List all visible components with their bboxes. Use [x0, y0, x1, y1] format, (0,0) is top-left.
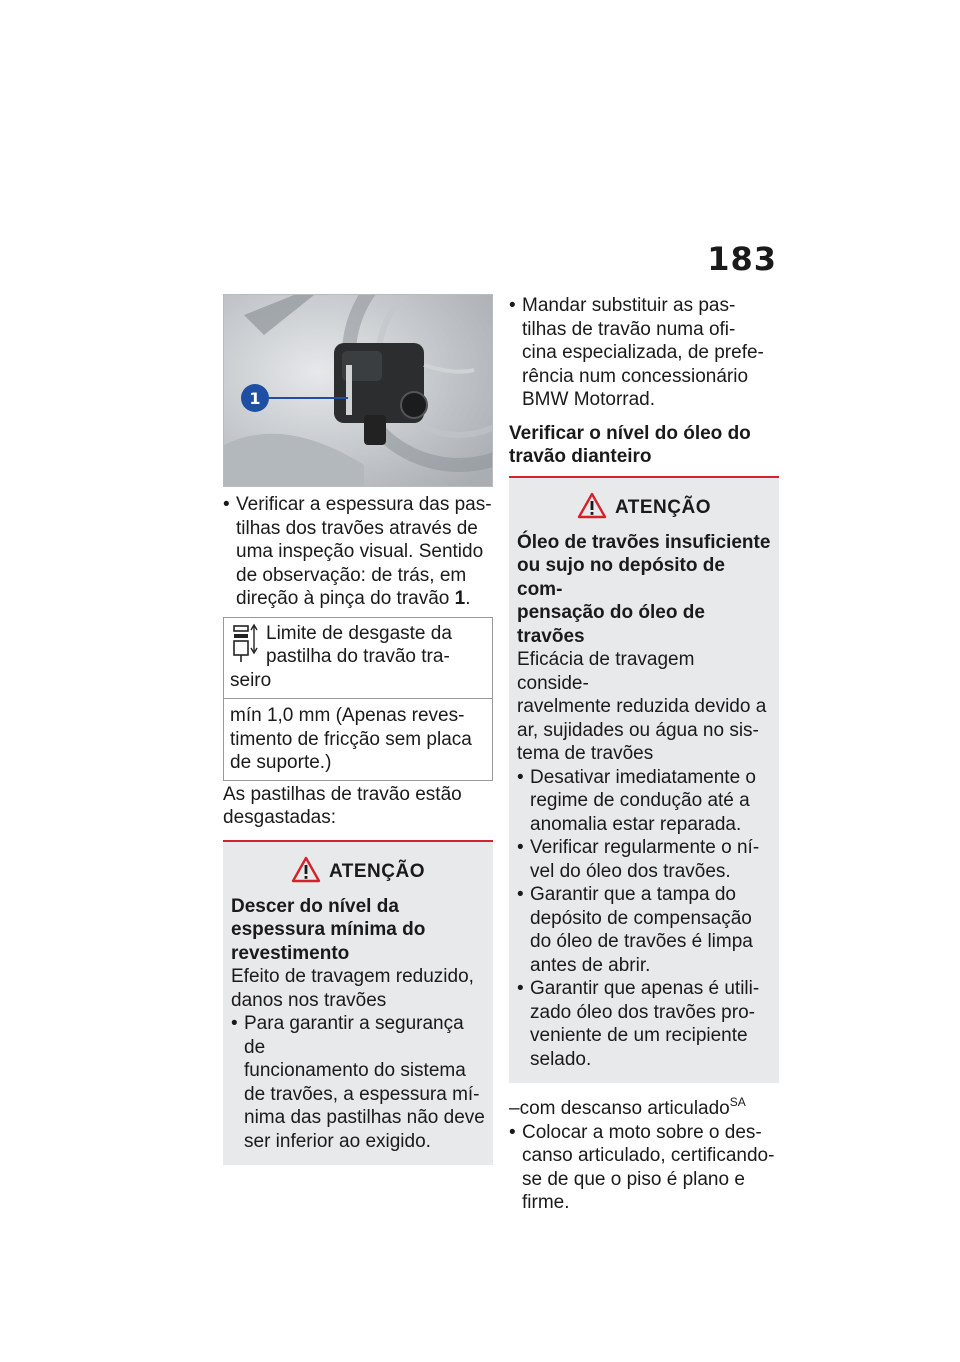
text-line: rência num concessionário	[522, 365, 749, 387]
text-line: de suporte.)	[230, 752, 332, 773]
condition-line	[509, 1091, 779, 1121]
wear-limit-title-line: Limite de desgaste da	[266, 622, 452, 644]
text-line: canso articulado, certificando-	[522, 1145, 775, 1166]
text-line: selado.	[530, 1048, 592, 1070]
text-line: de observação: de trás, em	[236, 564, 467, 586]
text-line: timento de fricção sem placa	[230, 728, 472, 750]
text-line: ar, sujidades ou água no sis-	[517, 719, 759, 741]
thickness-gauge-icon	[230, 622, 260, 666]
warning-box-brake-fluid	[509, 476, 779, 1084]
text-line: tema de travões	[517, 743, 654, 764]
text-line: funcionamento do sistema	[244, 1060, 466, 1081]
wear-limit-header	[224, 618, 492, 699]
text-line: uma inspeção visual. Sentido	[236, 541, 484, 562]
wear-limit-box	[223, 617, 493, 781]
text-line: revestimento	[231, 942, 350, 964]
dash-prefix: –	[509, 1098, 520, 1119]
place-on-stand-step	[509, 1121, 779, 1215]
warning-box-pad-thickness	[223, 840, 493, 1166]
text-fragment: .	[465, 588, 471, 609]
worn-pads-condition	[223, 783, 493, 830]
warning-instruction	[517, 977, 771, 1071]
wear-limit-title-line: pastilha do travão tra-	[266, 646, 450, 667]
text-line: Desativar imediatamente o	[530, 766, 756, 788]
text-line: pensação do óleo de travões	[517, 602, 705, 647]
text-line: mín 1,0 mm (Apenas reves-	[230, 705, 465, 726]
warning-label: ATENÇÃO	[328, 860, 426, 882]
text-line: regime de condução até a	[530, 790, 750, 811]
text-line: tilhas dos travões através de	[236, 517, 478, 539]
wear-limit-title-line: seiro	[230, 669, 272, 691]
text-line: Garantir que apenas é utili-	[530, 978, 760, 999]
text-line: Efeito de travagem reduzido,	[231, 966, 474, 987]
text-line: cina especializada, de prefe-	[522, 342, 764, 363]
text-line: Óleo de travões insuficiente	[517, 531, 771, 553]
text-fragment: direção à pinça do travão	[236, 588, 455, 609]
warning-triangle-icon	[577, 492, 607, 519]
text-line: Verificar a espessura das pas-	[236, 494, 492, 515]
warning-instruction	[517, 883, 771, 977]
condition-text: com descanso articulado	[519, 1098, 730, 1119]
inspect-pads-step	[223, 493, 493, 611]
text-line: do óleo de travões é limpa	[530, 931, 753, 952]
text-line: antes de abrir.	[530, 954, 651, 976]
text-line: As pastilhas de travão estão	[223, 783, 462, 805]
text-line: desgastadas:	[223, 807, 337, 828]
bullet-dot-icon: •	[517, 978, 524, 999]
text-line: ravelmente reduzida devido a	[517, 696, 767, 717]
bullet-dot-icon: •	[517, 884, 524, 905]
bullet-dot-icon: •	[223, 494, 230, 515]
callout-1-label: 1	[249, 389, 261, 408]
text-line	[236, 587, 493, 611]
text-line: de travões, a espessura mí-	[244, 1083, 480, 1105]
text-line: Verificar o nível do óleo do	[509, 422, 751, 444]
warning-title	[231, 895, 485, 966]
bullet-dot-icon: •	[509, 295, 516, 316]
text-line: ser inferior ao exigido.	[244, 1130, 431, 1152]
text-line: veniente de um recipiente	[530, 1025, 748, 1046]
text-line: nima das pastilhas não deve	[244, 1107, 485, 1128]
warning-instruction	[231, 1012, 485, 1153]
text-line: Colocar a moto sobre o des-	[522, 1121, 762, 1143]
text-line: Garantir que a tampa do	[530, 884, 736, 905]
left-column	[223, 294, 493, 1165]
warning-instruction	[517, 766, 771, 837]
warning-label: ATENÇÃO	[614, 496, 712, 518]
text-line: danos nos travões	[231, 989, 387, 1011]
text-line: anomalia estar reparada.	[530, 813, 742, 835]
text-line: espessura mínima do	[231, 919, 426, 940]
text-line: Eficácia de travagem conside-	[517, 649, 695, 694]
text-line: firme.	[522, 1192, 570, 1213]
text-line: zado óleo dos travões pro-	[530, 1001, 755, 1023]
bullet-dot-icon: •	[509, 1121, 516, 1143]
right-column	[509, 294, 779, 1215]
bullet-dot-icon: •	[231, 1013, 238, 1034]
warning-effect	[231, 965, 485, 1012]
warning-title	[517, 531, 771, 649]
text-line: travão dianteiro	[509, 446, 652, 467]
caliper-illustration	[224, 295, 493, 487]
warning-instruction	[517, 836, 771, 883]
text-line: vel do óleo dos travões.	[530, 860, 731, 882]
callout-reference: 1	[454, 588, 466, 609]
section-heading-front-brake-fluid	[509, 422, 779, 469]
brake-caliper-photo	[223, 294, 493, 487]
warning-triangle-icon	[291, 856, 321, 883]
text-line: Verificar regularmente o ní-	[530, 837, 760, 858]
page-number: 183	[707, 240, 777, 278]
text-line: Mandar substituir as pas-	[522, 295, 736, 316]
text-line: se de que o piso é plano e	[522, 1168, 745, 1190]
text-line: Descer do nível da	[231, 895, 399, 917]
optional-equipment-marker: SA	[729, 1095, 746, 1109]
text-line: tilhas de travão numa ofi-	[522, 318, 736, 340]
warning-header	[231, 856, 485, 883]
text-line: ou sujo no depósito de com-	[517, 555, 725, 600]
bullet-dot-icon: •	[517, 766, 524, 788]
text-line: depósito de compensação	[530, 907, 752, 929]
warning-effect	[517, 648, 771, 766]
text-line: Para garantir a segurança de	[244, 1013, 464, 1058]
bullet-dot-icon: •	[517, 837, 524, 858]
wear-limit-value	[224, 698, 492, 780]
warning-header	[517, 492, 771, 519]
text-line: BMW Motorrad.	[522, 389, 656, 410]
replace-pads-step	[509, 294, 779, 412]
